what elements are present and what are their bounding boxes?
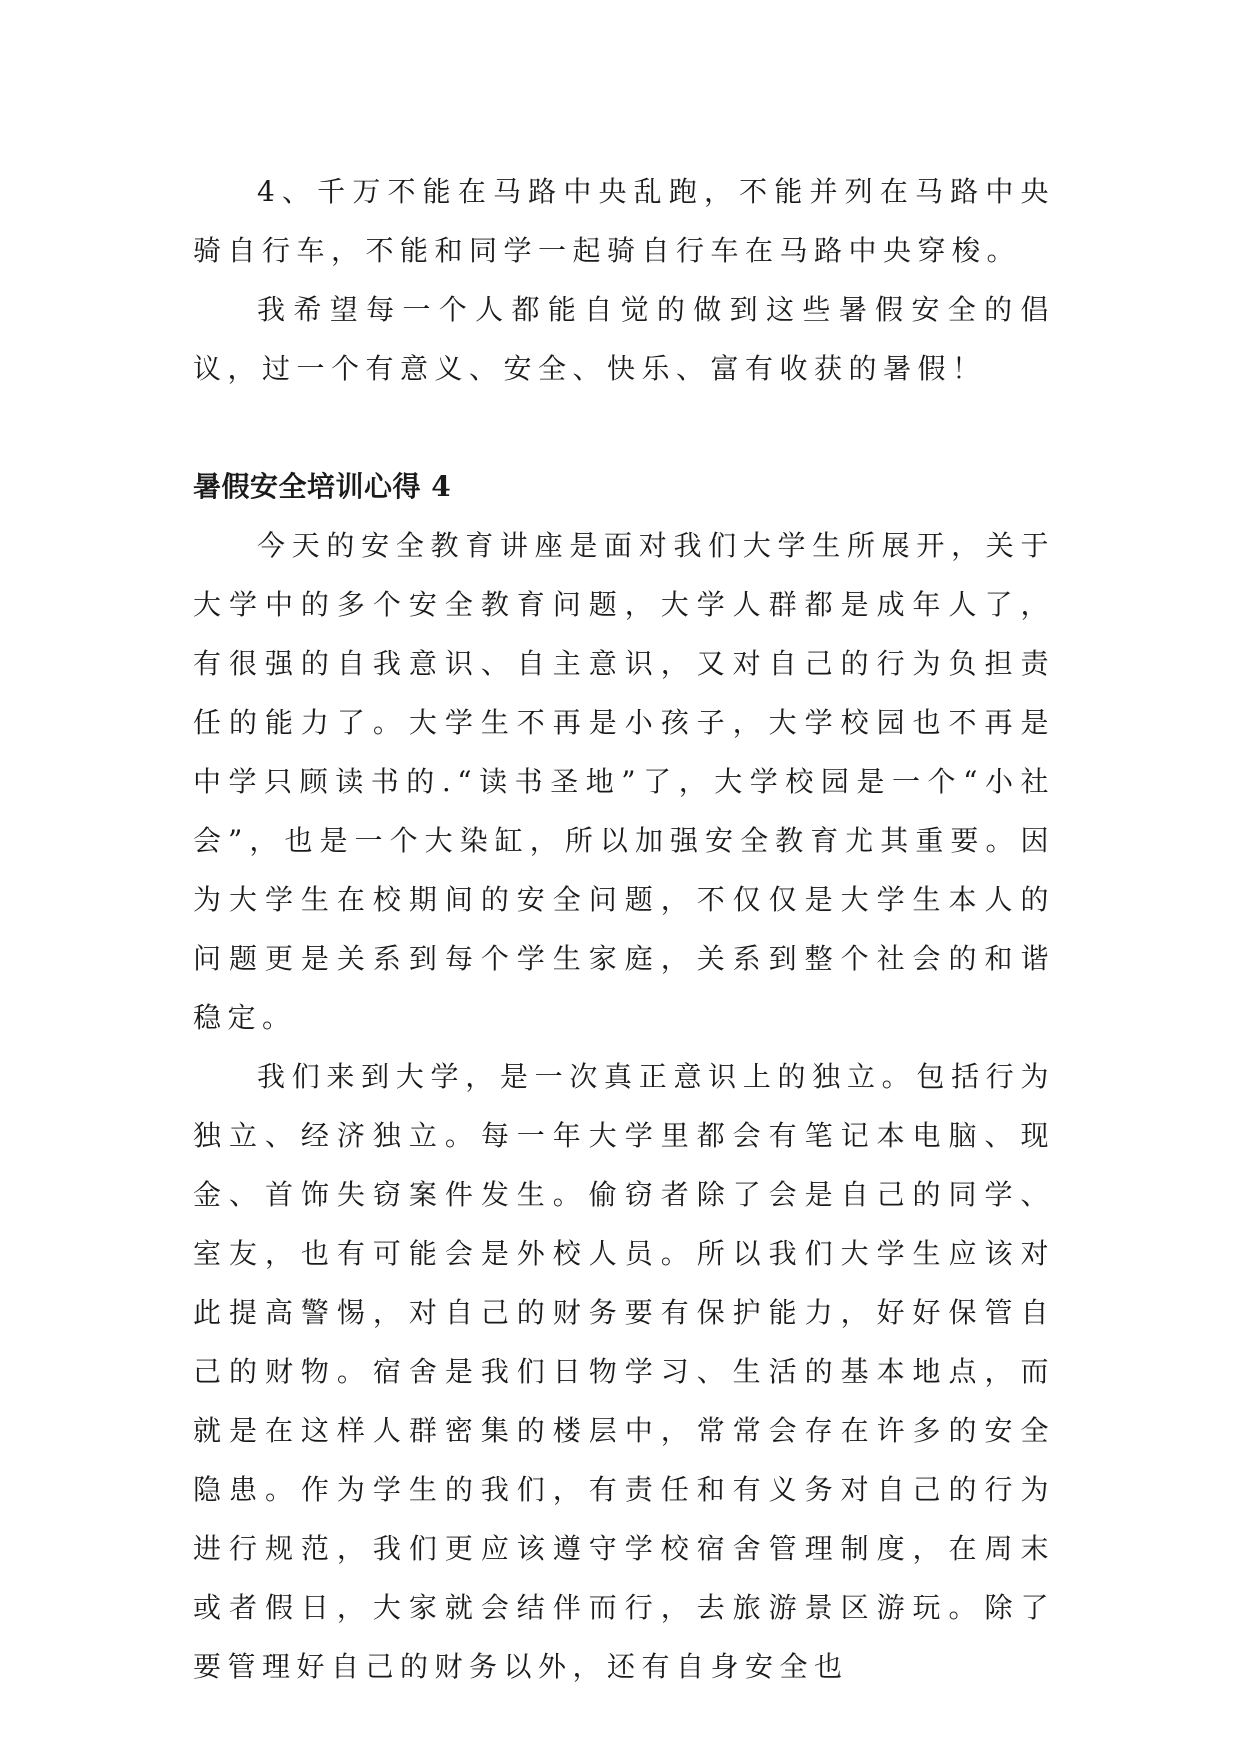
paragraph-lecture: 今天的安全教育讲座是面对我们大学生所展开，关于大学中的多个安全教育问题，大学人群都是成年人了，有很强的自我意识、自主意识，又对自己的行为负担责任的能力了。大学生不再是小孩子，大学校园也不再是中学只顾读书的.“读书圣地”了，大学校园是一个“小社会”，也是一个大染缸，所以加强安全教育尤其重要。因为大学生在校期间的安全问题，不仅仅是大学生本人的问题更是关系到每个学生家庭，关系到整个社会的和谐稳定。 — [193, 529, 1055, 1034]
paragraph-independence: 我们来到大学，是一次真正意识上的独立。包括行为独立、经济独立。每一年大学里都会有笔记本电脑、现金、首饰失窃案件发生。偷窃者除了会是自己的同学、室友，也有可能会是外校人员。所以我们大学生应该对此提高警惕，对自己的财务要有保护能力，好好保管自己的财物。宿舍是我们日物学习、生活的基本地点，而就是在这样人群密集的楼层中，常常会存在许多的安全隐患。作为学生的我们，有责任和有义务对自己的行为进行规范，我们更应该遵守学校宿舍管理制度，在周末或者假日，大家就会结伴而行，去旅游景区游玩。除了要管理好自己的财务以外，还有自身安全也 — [193, 1060, 1055, 1683]
paragraph-closing: 我希望每一个人都能自觉的做到这些暑假安全的倡议，过一个有意义、安全、快乐、富有收获的暑假！ — [193, 293, 1055, 385]
section-heading: 暑假安全培训心得 4 — [193, 470, 452, 503]
paragraph-rule-4: 4、千万不能在马路中央乱跑，不能并列在马路中央骑自行车，不能和同学一起骑自行车在马路中央穿梭。 — [193, 175, 1055, 267]
document-body — [193, 162, 1055, 1696]
